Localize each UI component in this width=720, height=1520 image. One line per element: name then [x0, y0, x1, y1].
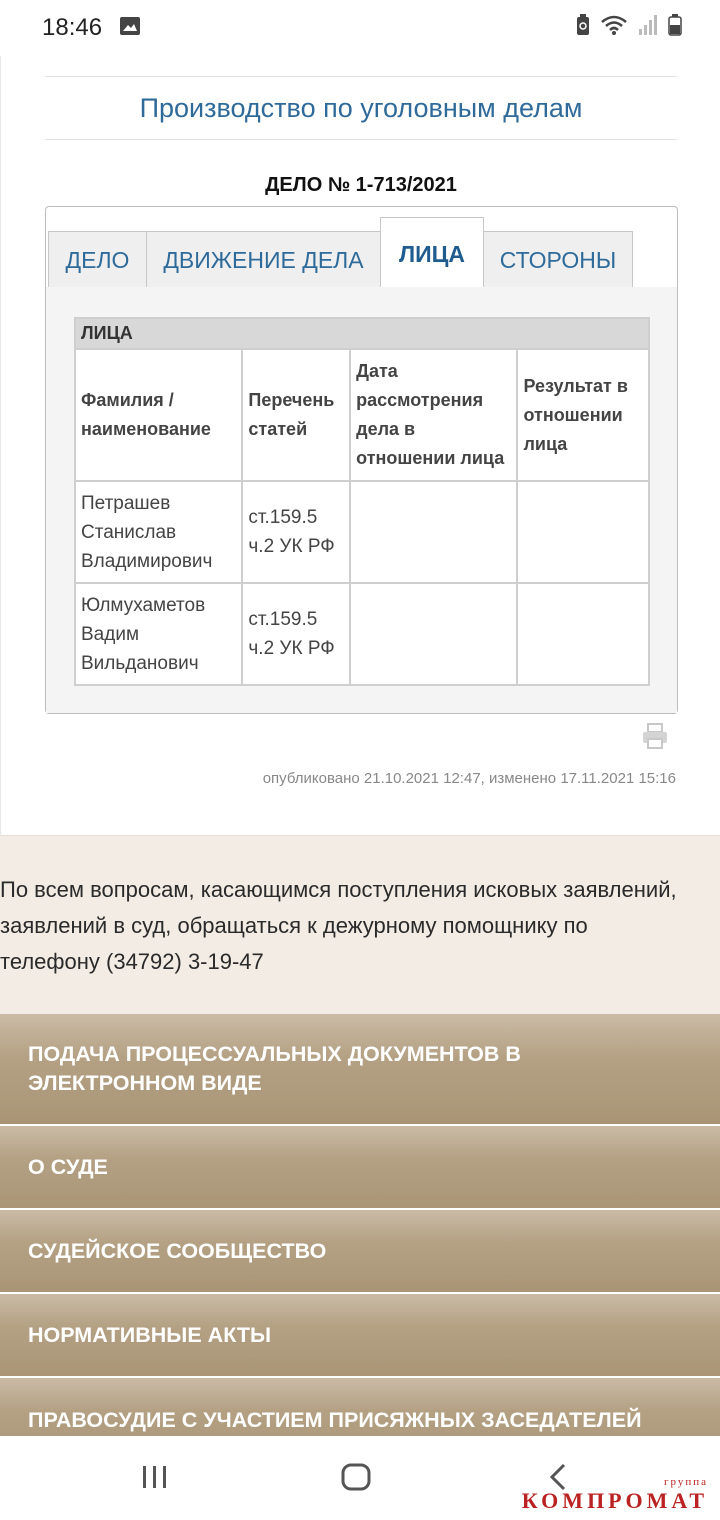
published-info: опубликовано 21.10.2021 12:47, изменено 17.11.2021 15:16: [262, 770, 676, 787]
status-time: 18:46: [42, 14, 103, 41]
menu-item-label: НОРМАТИВНЫЕ АКТЫ: [28, 1322, 272, 1347]
tab-parties[interactable]: [483, 231, 633, 289]
recycle-battery-icon: [576, 14, 590, 36]
watermark-logo: [522, 1476, 708, 1514]
table-row: [75, 481, 649, 583]
header-review-date: Дата рассмотрения дела в отношении лица: [350, 349, 517, 481]
tab-panel-persons: [46, 287, 677, 713]
menu-item-regulations[interactable]: [0, 1294, 720, 1376]
tab-case-movement-label: ДВИЖЕНИЕ ДЕЛА: [163, 246, 364, 273]
menu-item-electronic-filing[interactable]: [0, 1014, 720, 1124]
cell-review-date: [350, 583, 517, 685]
table-header-row: [75, 349, 649, 481]
tabs-strip: [46, 207, 677, 287]
signal-icon: [638, 14, 658, 36]
watermark-small: группа: [663, 1476, 708, 1488]
tabs-box: [45, 206, 678, 714]
menu-item-label: О СУДЕ: [28, 1154, 108, 1179]
tab-persons[interactable]: [380, 217, 484, 290]
menu-item-about-court[interactable]: [0, 1126, 720, 1208]
cell-name: Петрашев Станислав Владимирович: [75, 481, 242, 583]
watermark-big: КОМПРОМАТ: [521, 1488, 708, 1513]
header-articles: Перечень статей: [242, 349, 350, 481]
menu-item-judicial-community[interactable]: [0, 1210, 720, 1292]
cell-result: [517, 481, 649, 583]
table-caption-row: [75, 318, 649, 349]
table-caption: ЛИЦА: [75, 318, 649, 349]
tab-persons-label: ЛИЦА: [398, 240, 466, 267]
gallery-icon: [120, 17, 140, 35]
menu-item-label: СУДЕЙСКОЕ СООБЩЕСТВО: [28, 1238, 327, 1263]
tab-case-movement[interactable]: [146, 231, 381, 289]
tab-case-label: ДЕЛО: [65, 246, 130, 273]
wifi-icon: [600, 14, 628, 36]
home-icon[interactable]: [340, 1462, 372, 1492]
tab-case[interactable]: [48, 231, 147, 289]
cell-articles: ст.159.5 ч.2 УК РФ: [242, 481, 350, 583]
header-name: Фамилия / наименование: [75, 349, 242, 481]
menu-item-label: ПРАВОСУДИЕ С УЧАСТИЕМ ПРИСЯЖНЫХ ЗАСЕДАТЕЛЕЙ: [28, 1408, 642, 1432]
nav-menu: [0, 1014, 720, 1436]
section-title-wrap: [45, 76, 677, 140]
recents-icon[interactable]: [140, 1464, 170, 1490]
tab-parties-label: СТОРОНЫ: [499, 246, 617, 273]
cell-result: [517, 583, 649, 685]
menu-item-jury-trials[interactable]: [0, 1378, 720, 1436]
header-result: Результат в отношении лица: [517, 349, 649, 481]
cell-name: Юлмухаметов Вадим Вильданович: [75, 583, 242, 685]
cell-articles: ст.159.5 ч.2 УК РФ: [242, 583, 350, 685]
battery-icon: [668, 14, 682, 36]
table-row: [75, 583, 649, 685]
info-block: [0, 836, 720, 1014]
case-number: ДЕЛО № 1-713/2021: [265, 174, 457, 196]
content-card: [0, 56, 720, 836]
status-icons: [576, 14, 682, 36]
persons-table: [74, 317, 650, 686]
section-title: Производство по уголовным делам: [139, 92, 583, 123]
status-bar: [0, 0, 720, 56]
menu-item-label: ПОДАЧА ПРОЦЕССУАЛЬНЫХ ДОКУМЕНТОВ В ЭЛЕКТРОННОМ ВИДЕ: [28, 1042, 521, 1095]
print-icon[interactable]: [641, 722, 669, 750]
cell-review-date: [350, 481, 517, 583]
info-text: По всем вопросам, касающимся поступления исковых заявлений, заявлений в суд, обращаться к дежурному помощнику по телефону (34792) 3-19-47: [0, 877, 677, 974]
